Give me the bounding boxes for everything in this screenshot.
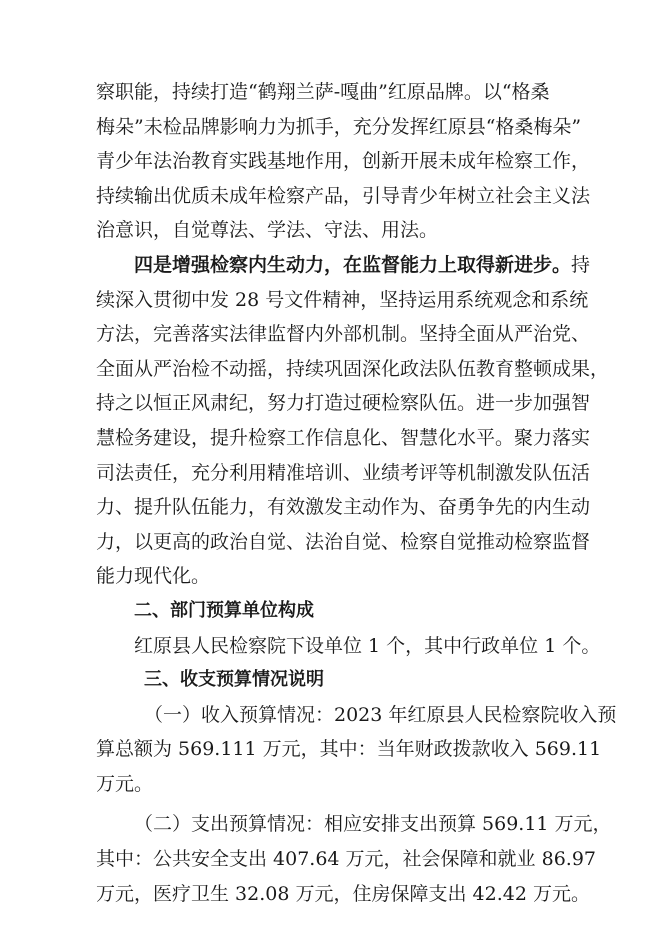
text-line: 持之以恒正风肃纪，努力打造过硬检察队伍。进一步加强智 xyxy=(96,392,591,415)
paragraph-youth-procuratorate xyxy=(96,75,591,248)
income-budget-paragraph xyxy=(96,698,617,802)
text-line: 梅朵”未检品牌影响力为抓手，充分发挥红原县“格桑梅朵” xyxy=(96,115,582,138)
text-line: （一）收入预算情况：2023 年红原县人民检察院收入预 xyxy=(144,703,617,726)
text-line: 其中：公共安全支出 407.64 万元，社会保障和就业 86.97 xyxy=(96,848,596,871)
section-budget-explanation xyxy=(96,663,617,911)
text-line xyxy=(96,248,591,283)
text-line: 慧检务建设，提升检察工作信息化、智慧化水平。聚力落实 xyxy=(96,426,591,449)
text-line: 续深入贯彻中发 28 号文件精神，坚持运用系统观念和系统 xyxy=(96,288,589,311)
section-heading: 二、部门预算单位构成 xyxy=(134,599,314,621)
text-line: 力、提升队伍能力，有效激发主动作为、奋勇争先的内生动 xyxy=(96,496,591,519)
text-line: （二）支出预算情况：相应安排支出预算 569.11 万元， xyxy=(134,813,612,836)
text-line: 万元，医疗卫生 32.08 万元，住房保障支出 42.42 万元。 xyxy=(96,882,590,905)
text-line: 方法，完善落实法律监督内外部机制。坚持全面从严治党、 xyxy=(96,323,591,346)
text-line: 青少年法治教育实践基地作用，创新开展未成年检察工作， xyxy=(96,150,591,173)
text-line: 万元。 xyxy=(96,772,154,795)
text-line: 能力现代化。 xyxy=(96,565,211,588)
text-line: 持续输出优质未成年检察产品，引导青少年树立社会主义法 xyxy=(96,184,591,207)
text-line: 全面从严治检不动摇，持续巩固深化政法队伍教育整顿成果， xyxy=(96,357,610,380)
text-line: 算总额为 569.111 万元，其中：当年财政拨款收入 569.11 xyxy=(96,738,602,761)
text-line: 力，以更高的政治自觉、法治自觉、检察自觉推动检察监督 xyxy=(96,530,591,553)
text-line: 红原县人民检察院下设单位 1 个，其中行政单位 1 个。 xyxy=(134,634,601,657)
expense-budget-paragraph xyxy=(96,807,612,911)
text-line: 司法责任，充分利用精准培训、业绩考评等机制激发队伍活 xyxy=(96,461,591,484)
paragraph-internal-drive xyxy=(96,248,610,594)
document-page xyxy=(96,75,617,911)
paragraph-lead-bold: 四是增强检察内生动力，在监督能力上取得新进步。 xyxy=(134,253,572,276)
section-unit-composition xyxy=(96,594,601,663)
text-line: 察职能，持续打造“鹤翔兰萨-嘎曲”红原品牌。以“格桑 xyxy=(96,81,550,103)
text-line: 治意识，自觉尊法、学法、守法、用法。 xyxy=(96,219,439,242)
section-heading: 三、收支预算情况说明 xyxy=(144,669,324,691)
paragraph-lead-rest: 持 xyxy=(571,253,591,276)
